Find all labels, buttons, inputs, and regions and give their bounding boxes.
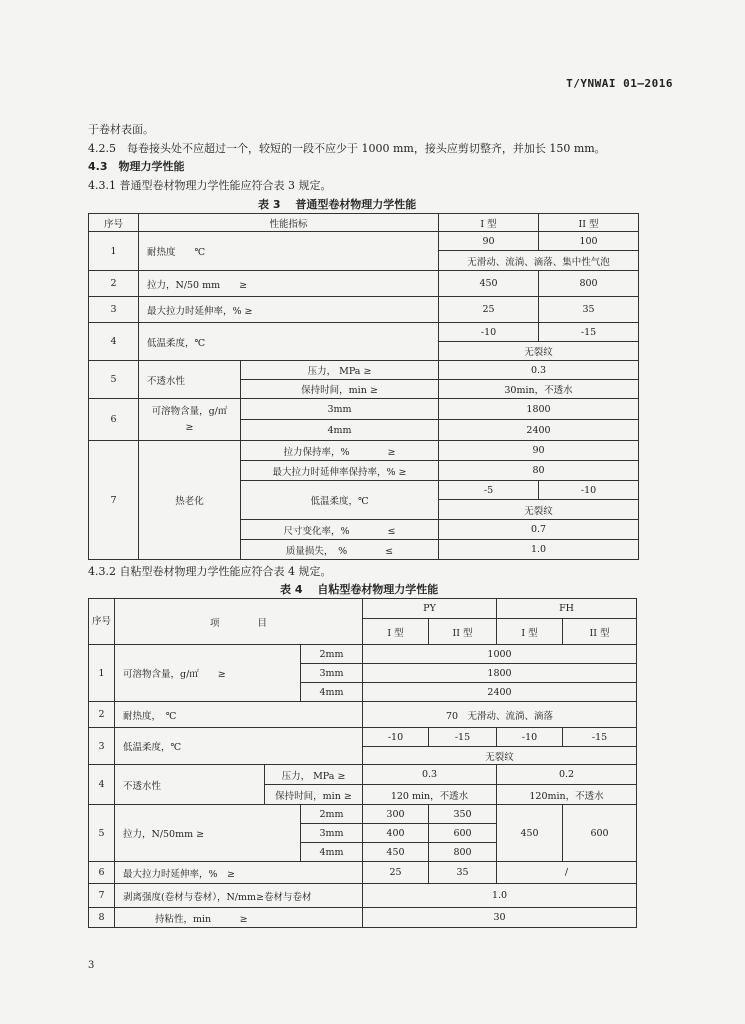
sub-item: 3mm xyxy=(301,824,363,843)
cell: -15 xyxy=(429,728,497,747)
sub-item: 保持时间，min ≥ xyxy=(265,785,363,805)
cell: -10 xyxy=(497,728,563,747)
th-item: 项 目 xyxy=(115,599,363,645)
sub-item: 压力， MPa ≥ xyxy=(241,361,439,380)
cell: 70 无滑动、流淌、滴落 xyxy=(363,702,637,728)
th-type: I 型 xyxy=(363,619,429,645)
row-name: 最大拉力时延伸率，% ≥ xyxy=(115,862,363,884)
row-no: 8 xyxy=(89,908,115,928)
th-type: II 型 xyxy=(563,619,637,645)
row-no: 2 xyxy=(89,271,139,297)
table3 xyxy=(88,213,639,560)
row-name: 不透水性 xyxy=(139,361,241,399)
row-no: 1 xyxy=(89,232,139,271)
cell: -10 xyxy=(439,323,539,342)
row-name: 热老化 xyxy=(139,441,241,560)
text-line: 4.3.2 自粘型卷材物理力学性能应符合表 4 规定。 xyxy=(88,565,332,578)
row-name: 持粘性，min ≥ xyxy=(115,908,363,928)
cell: 800 xyxy=(539,271,639,297)
row-no: 4 xyxy=(89,323,139,361)
sub-item: 2mm xyxy=(301,645,363,664)
document-id: T/YNWAI 01—2016 xyxy=(566,77,673,90)
page-number: 3 xyxy=(88,960,95,971)
cell: 35 xyxy=(429,862,497,884)
cell: 0.3 xyxy=(363,765,497,785)
cell: 25 xyxy=(439,297,539,323)
table4 xyxy=(88,598,637,928)
cell: / xyxy=(497,862,637,884)
cell: 90 xyxy=(439,232,539,251)
row-name: 耐热度 ℃ xyxy=(139,232,439,271)
cell: 120min，不透水 xyxy=(497,785,637,805)
row-name: 低温柔度，℃ xyxy=(115,728,363,765)
sub-item: 4mm xyxy=(301,843,363,862)
th-type: II 型 xyxy=(429,619,497,645)
section-heading: 4.3 物理力学性能 xyxy=(88,160,185,173)
row-no: 5 xyxy=(89,805,115,862)
text-line: 4.3.1 普通型卷材物理力学性能应符合表 3 规定。 xyxy=(88,179,332,192)
cell: 25 xyxy=(363,862,429,884)
sub-item: 2mm xyxy=(301,805,363,824)
cell: 450 xyxy=(363,843,429,862)
cell: 35 xyxy=(539,297,639,323)
cell: 450 xyxy=(439,271,539,297)
cell: 1800 xyxy=(363,664,637,683)
cell: 1.0 xyxy=(439,540,639,560)
row-no: 6 xyxy=(89,399,139,441)
th-type1: I 型 xyxy=(439,214,539,232)
row-name: 拉力，N/50mm ≥ xyxy=(115,805,301,862)
table4-caption: 表 4 自粘型卷材物理力学性能 xyxy=(280,583,439,596)
row-no: 7 xyxy=(89,884,115,908)
row-name: 剥离强度(卷材与卷材），N/mm≥卷材与卷材 xyxy=(115,884,363,908)
cell: 350 xyxy=(429,805,497,824)
row-name: 最大拉力时延伸率，% ≥ xyxy=(139,297,439,323)
th-py: PY xyxy=(363,599,497,619)
th-no: 序号 xyxy=(89,214,139,232)
cell: 600 xyxy=(429,824,497,843)
cell: 无裂纹 xyxy=(439,500,639,520)
th-type2: II 型 xyxy=(539,214,639,232)
cell: 90 xyxy=(439,441,639,461)
sub-item: 质量损失， % ≤ xyxy=(241,540,439,560)
sub-item: 3mm xyxy=(241,399,439,420)
cell: 2400 xyxy=(363,683,637,702)
th-item: 性能指标 xyxy=(139,214,439,232)
th-no: 序号 xyxy=(89,599,115,645)
cell: 1800 xyxy=(439,399,639,420)
text-line: 于卷材表面。 xyxy=(88,123,154,136)
row-name: 低温柔度，℃ xyxy=(139,323,439,361)
cell: 1000 xyxy=(363,645,637,664)
cell: 30min，不透水 xyxy=(439,380,639,399)
cell: 无裂纹 xyxy=(363,747,637,765)
row-name: 拉力，N/50 mm ≥ xyxy=(139,271,439,297)
row-no: 3 xyxy=(89,297,139,323)
cell: 450 xyxy=(497,805,563,862)
cell: 30 xyxy=(363,908,637,928)
row-no: 3 xyxy=(89,728,115,765)
sub-item: 4mm xyxy=(301,683,363,702)
sub-item: 尺寸变化率，% ≤ xyxy=(241,520,439,540)
cell: 120 min，不透水 xyxy=(363,785,497,805)
row-name: 耐热度， ℃ xyxy=(115,702,363,728)
cell: 2400 xyxy=(439,420,639,441)
row-name-line: ≥ xyxy=(185,421,194,433)
cell: -15 xyxy=(563,728,637,747)
cell: 0.2 xyxy=(497,765,637,785)
sub-item: 压力， MPa ≥ xyxy=(265,765,363,785)
cell: 600 xyxy=(563,805,637,862)
sub-item: 保持时间，min ≥ xyxy=(241,380,439,399)
row-name: 可溶物含量，g/㎡ ≥ xyxy=(115,645,301,702)
cell: 800 xyxy=(429,843,497,862)
cell: 无滑动、流淌、滴落、集中性气泡 xyxy=(439,251,639,271)
sub-item: 4mm xyxy=(241,420,439,441)
th-type: I 型 xyxy=(497,619,563,645)
cell: -10 xyxy=(539,481,639,500)
cell: 1.0 xyxy=(363,884,637,908)
row-no: 5 xyxy=(89,361,139,399)
cell: 80 xyxy=(439,461,639,481)
row-no: 4 xyxy=(89,765,115,805)
cell: 300 xyxy=(363,805,429,824)
row-name xyxy=(139,399,241,441)
cell: 100 xyxy=(539,232,639,251)
row-no: 6 xyxy=(89,862,115,884)
sub-item: 3mm xyxy=(301,664,363,683)
row-no: 7 xyxy=(89,441,139,560)
row-name-line: 可溶物含量，g/㎡ xyxy=(151,406,228,418)
cell: -10 xyxy=(363,728,429,747)
row-name: 不透水性 xyxy=(115,765,265,805)
cell: 无裂纹 xyxy=(439,342,639,361)
table3-caption: 表 3 普通型卷材物理力学性能 xyxy=(258,198,417,211)
sub-item: 低温柔度，℃ xyxy=(241,481,439,520)
cell: 0.3 xyxy=(439,361,639,380)
row-no: 2 xyxy=(89,702,115,728)
cell: 0.7 xyxy=(439,520,639,540)
text-line: 4.2.5 每卷接头处不应超过一个，较短的一段不应少于 1000 mm，接头应剪切整齐，并加长 150 mm。 xyxy=(88,142,606,155)
row-no: 1 xyxy=(89,645,115,702)
cell: 400 xyxy=(363,824,429,843)
sub-item: 拉力保持率，% ≥ xyxy=(241,441,439,461)
cell: -15 xyxy=(539,323,639,342)
cell: -5 xyxy=(439,481,539,500)
th-fh: FH xyxy=(497,599,637,619)
sub-item: 最大拉力时延伸率保持率，% ≥ xyxy=(241,461,439,481)
